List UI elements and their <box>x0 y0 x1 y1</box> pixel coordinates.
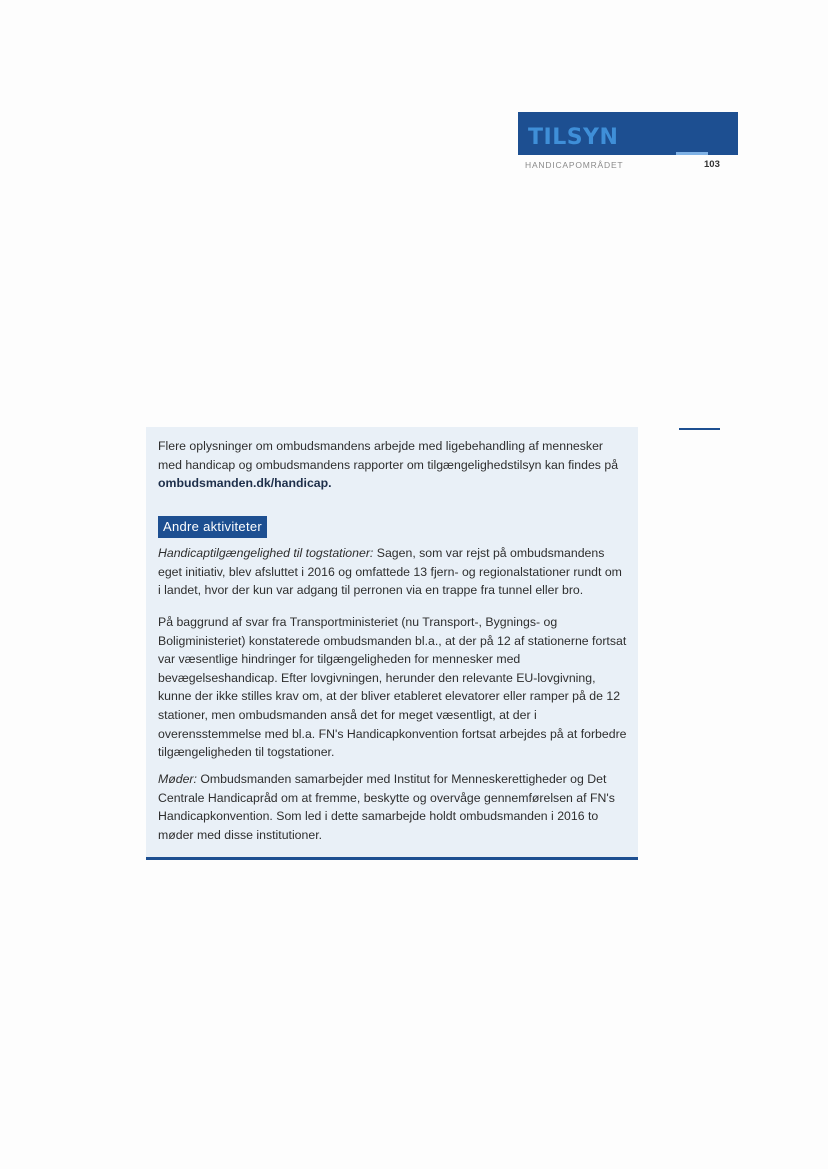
intro-text: Flere oplysninger om ombudsmandens arbejde med ligebehandling af mennesker med handicap og ombudsmandens rapporter om tilgængelighedstilsyn kan findes på <box>158 439 619 472</box>
paragraph-lead: Handicaptilgængelighed til togstationer: <box>158 546 374 560</box>
paragraph-text: Ombudsmanden samarbejder med Institut for Menneskerettigheder og Det Centrale Handicapråd om at fremme, beskytte og overvåge gennemførelsen af FN's Handicapkonvention. Som led i dette samarbejde holdt ombudsmanden i 2016 to møder med disse institutioner. <box>158 772 615 842</box>
intro-paragraph <box>158 437 626 493</box>
subheading-andre-aktiviteter: Andre aktiviteter <box>158 516 267 538</box>
info-box <box>146 427 638 860</box>
paragraph-text: Sagen, som var rejst på ombudsmandens eget initiativ, blev afsluttet i 2016 og omfattede 13 fjern- og regionalstationer rundt om i landet, hvor der kun var adgang til perronen via en trappe fra tunnel eller bro. <box>158 546 622 598</box>
paragraph-lead: Møder: <box>158 772 197 786</box>
handicap-link[interactable]: ombudsmanden.dk/handicap. <box>158 476 332 491</box>
paragraph-moeder <box>158 770 628 844</box>
margin-rule <box>679 428 720 430</box>
paragraph-transportministeriet <box>158 613 628 762</box>
header-tab-title: TILSYN <box>528 125 619 150</box>
paragraph-togstationer <box>158 544 628 600</box>
paragraph-text: På baggrund af svar fra Transportministeriet (nu Transport-, Bygnings- og Boligministeriet) konstaterede ombudsmanden bl.a., at der på 12 af stationerne fortsat var væsentlige hindringer for tilgængeligheden for mennesker med bevægelseshandicap. Efter lovgivningen, herunder den relevante EU-lovgivning, kunne der ikke stilles krav om, at der bliver etableret elevatorer eller ramper på de 12 stationer, men ombudsmanden anså det for meget væsentligt, at der i overensstemmelse med bl.a. FN's Handicapkonvention fortsat arbejdes på at forbedre tilgængeligheden til togstationer. <box>158 615 627 760</box>
running-section-label: HANDICAPOMRÅDET <box>525 160 624 170</box>
header-tab <box>518 112 738 155</box>
header-tab-accent <box>676 152 708 155</box>
page-number: 103 <box>704 159 720 170</box>
